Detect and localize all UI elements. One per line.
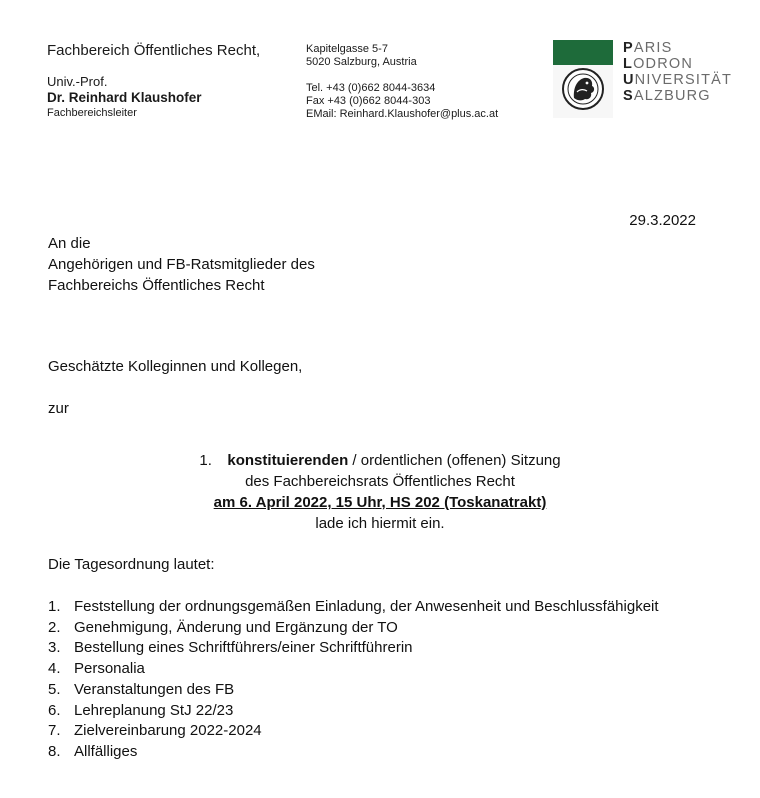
agenda-list <box>48 597 659 763</box>
fax-number: Fax +43 (0)662 8044-303 <box>306 95 431 107</box>
meeting-type-line <box>0 450 760 471</box>
agenda-item: 4. Personalia <box>48 660 145 678</box>
agenda-item: 3. Bestellung eines Schriftführers/einer Schriftführerin <box>48 639 413 657</box>
agenda-title: Die Tagesordnung lautet: <box>48 556 215 573</box>
meeting-body: des Fachbereichsrats Öffentliches Recht <box>245 473 515 490</box>
meeting-type-bold: konstituierenden <box>227 452 349 469</box>
letter-date: 29.3.2022 <box>629 212 696 229</box>
meeting-announcement <box>0 450 760 534</box>
addressee-block <box>48 233 315 296</box>
agenda-item: 2. Genehmigung, Änderung und Ergänzung der TO <box>48 618 398 636</box>
phone-number: Tel. +43 (0)662 8044-3634 <box>306 82 436 94</box>
zur-text: zur <box>48 400 69 417</box>
address-city: 5020 Salzburg, Austria <box>306 56 417 68</box>
addressee-line: Angehörigen und FB-Ratsmitglieder des <box>48 256 315 273</box>
addressee-line: An die <box>48 235 91 252</box>
lion-seal-icon <box>553 40 613 118</box>
logo-line: SALZBURG <box>623 88 711 104</box>
addressee-line: Fachbereichs Öffentliches Recht <box>48 277 265 294</box>
agenda-item: 7. Zielvereinbarung 2022-2024 <box>48 722 262 740</box>
logo-line: LODRON <box>623 56 694 72</box>
professor-name: Dr. Reinhard Klaushofer <box>47 90 202 105</box>
salutation: Geschätzte Kolleginnen und Kollegen, <box>48 358 303 375</box>
agenda-item: 6. Lehreplanung StJ 22/23 <box>48 701 234 719</box>
address-street: Kapitelgasse 5-7 <box>306 43 388 55</box>
professor-title: Univ.-Prof. <box>47 74 108 89</box>
agenda-item: 8. Allfälliges <box>48 742 138 760</box>
postal-address <box>306 43 417 69</box>
logo-line: PARIS <box>623 40 673 56</box>
email-address: EMail: Reinhard.Klaushofer@plus.ac.at <box>306 108 499 120</box>
department-name: Fachbereich Öffentliches Recht, <box>47 42 261 59</box>
agenda-item: 1. Feststellung der ordnungsgemäßen Einladung, der Anwesenheit und Beschlussfähigkeit <box>48 598 659 615</box>
university-logo <box>553 40 733 120</box>
agenda-item: 5. Veranstaltungen des FB <box>48 680 235 698</box>
meeting-number: 1. <box>199 452 212 469</box>
meeting-type-rest: / ordentlichen (offenen) Sitzung <box>348 452 561 469</box>
logo-line: UNIVERSITÄT <box>623 72 733 88</box>
meeting-invite: lade ich hiermit ein. <box>315 515 445 532</box>
professor-role: Fachbereichsleiter <box>47 107 137 119</box>
contact-block <box>306 82 498 121</box>
logo-wordmark <box>623 40 732 104</box>
meeting-date-location: am 6. April 2022, 15 Uhr, HS 202 (Toskanatrakt) <box>213 494 547 511</box>
